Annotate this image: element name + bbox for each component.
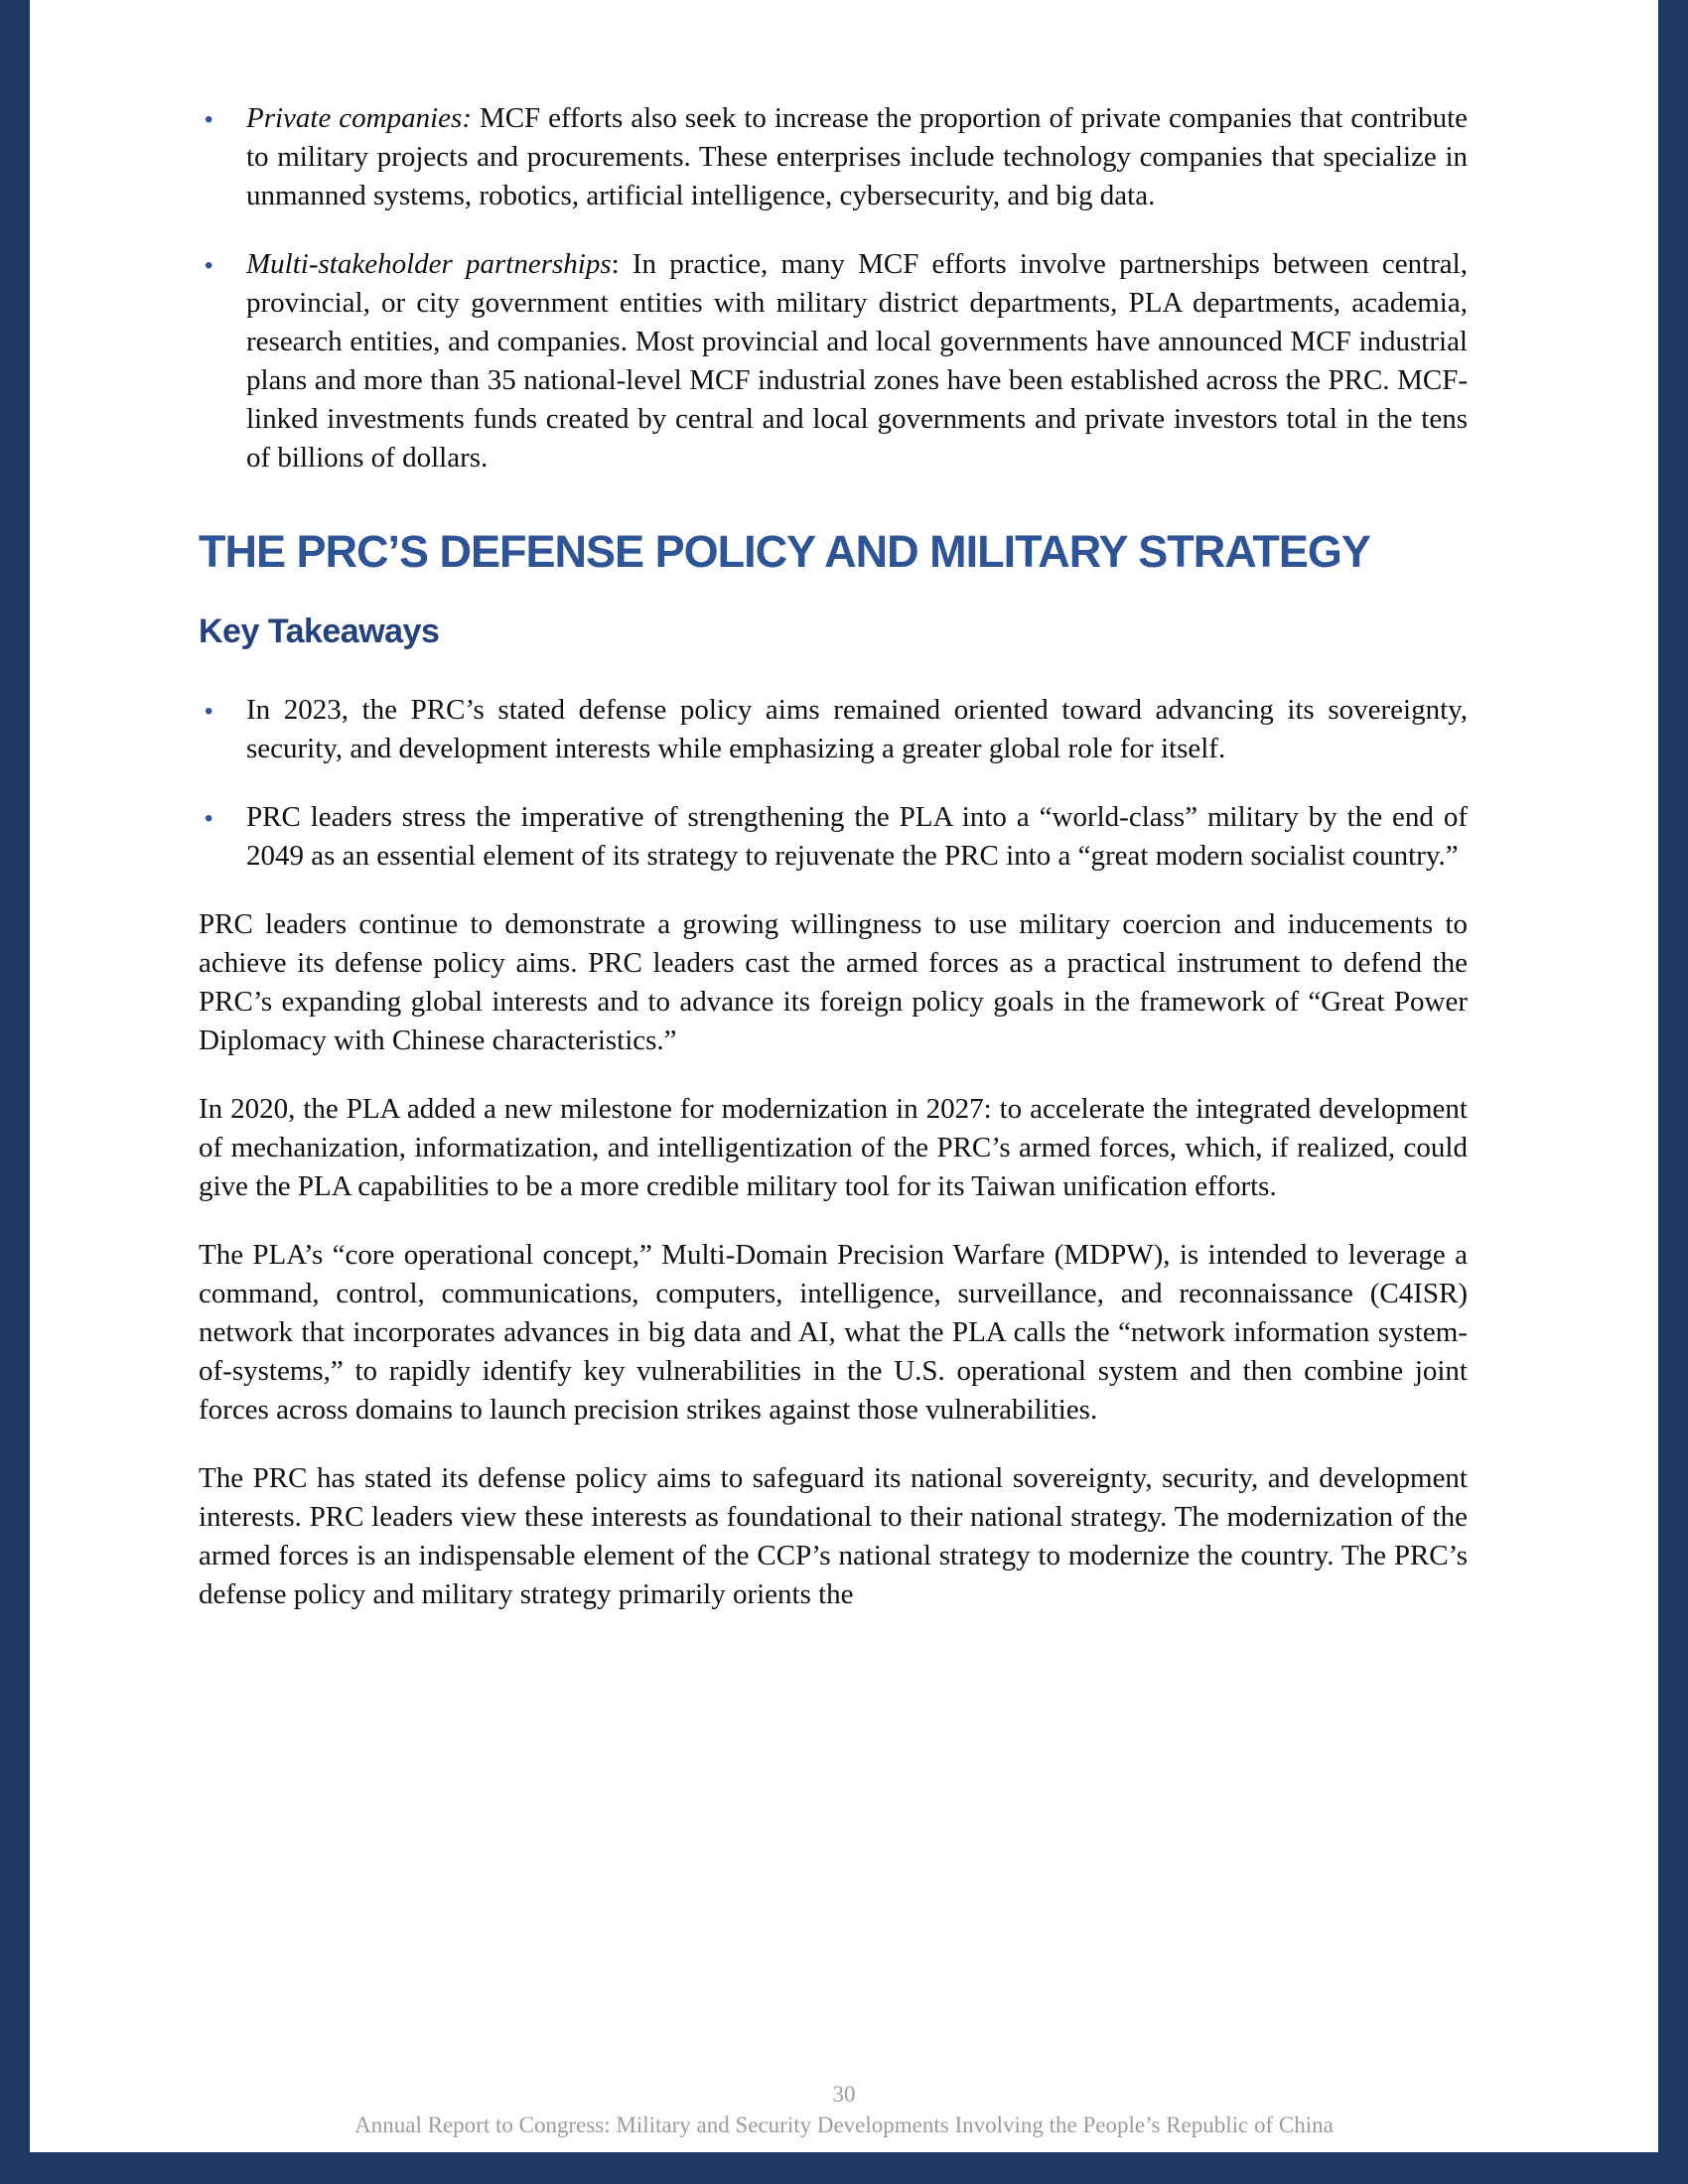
bullet-text: : In practice, many MCF efforts involve partnerships between central, provincial, or city government entities with military district departments, PLA departments, academia, research entities, and companies. Most provincial and local governments have announced MCF industrial plans and more than 35 national-level MCF industrial zones have been established across the PRC. MCF-linked investments funds created by central and local governments and private investors total in the tens of billions of dollars.	[246, 248, 1468, 474]
key-takeaways-list	[199, 691, 1468, 876]
page-content	[199, 99, 1468, 1644]
page-border-bottom	[0, 2152, 1688, 2184]
body-paragraph: The PLA’s “core operational concept,” Multi-Domain Precision Warfare (MDPW), is intended to leverage a command, control, communications, computers, intelligence, surveillance, and reconnaissance (C4ISR) network that incorporates advances in big data and AI, what the PLA calls the “network information system-of-systems,” to rapidly identify key vulnerabilities in the U.S. operational system and then combine joint forces across domains to launch precision strikes against those vulnerabilities.	[199, 1239, 1468, 1427]
bullet-lead: Multi-stakeholder partnerships	[246, 248, 612, 280]
list-item	[199, 798, 1468, 876]
section-heading: THE PRC’S DEFENSE POLICY AND MILITARY STRATEGY	[199, 526, 1370, 577]
list-item	[199, 691, 1468, 768]
page-border-left	[0, 0, 30, 2184]
bullet-lead: Private companies:	[246, 102, 472, 134]
bullet-text: MCF efforts also seek to increase the proportion of private companies that contribute to military projects and procurements. These enterprises include technology companies that specialize in unmanned systems, robotics, artificial intelligence, cybersecurity, and big data.	[246, 102, 1468, 211]
list-item	[199, 99, 1468, 215]
body-paragraph: PRC leaders continue to demonstrate a growing willingness to use military coercion and inducements to achieve its defense policy aims. PRC leaders cast the armed forces as a practical instrument to defend the PRC’s expanding global interests and to advance its foreign policy goals in the framework of “Great Power Diplomacy with Chinese characteristics.”	[199, 908, 1468, 1057]
footer-report-title: Annual Report to Congress: Military and Security Developments Involving the People’s Republic of China	[354, 2113, 1334, 2137]
page-border-right	[1658, 0, 1688, 2184]
body-paragraph: The PRC has stated its defense policy aims to safeguard its national sovereignty, security, and development interests. PRC leaders view these interests as foundational to their national strategy. The modernization of the armed forces is an indispensable element of the CCP’s national strategy to modernize the country. The PRC’s defense policy and military strategy primarily orients the	[199, 1462, 1468, 1611]
list-item	[199, 245, 1468, 478]
body-paragraph: In 2020, the PLA added a new milestone for modernization in 2027: to accelerate the integrated development of mechanization, informatization, and intelligentization of the PRC’s armed forces, which, if realized, could give the PLA capabilities to be a more credible military tool for its Taiwan unification efforts.	[199, 1093, 1468, 1203]
page-number: 30	[832, 2082, 856, 2107]
bullet-text: In 2023, the PRC’s stated defense policy aims remained oriented toward advancing its sovereignty, security, and development interests while emphasizing a greater global role for itself.	[246, 694, 1468, 765]
mcf-bullet-list	[199, 99, 1468, 478]
bullet-text: PRC leaders stress the imperative of strengthening the PLA into a “world-class” military by the end of 2049 as an essential element of its strategy to rejuvenate the PRC into a “great modern socialist country.”	[246, 801, 1468, 873]
subsection-heading: Key Takeaways	[199, 613, 440, 651]
page-footer	[0, 2079, 1688, 2140]
